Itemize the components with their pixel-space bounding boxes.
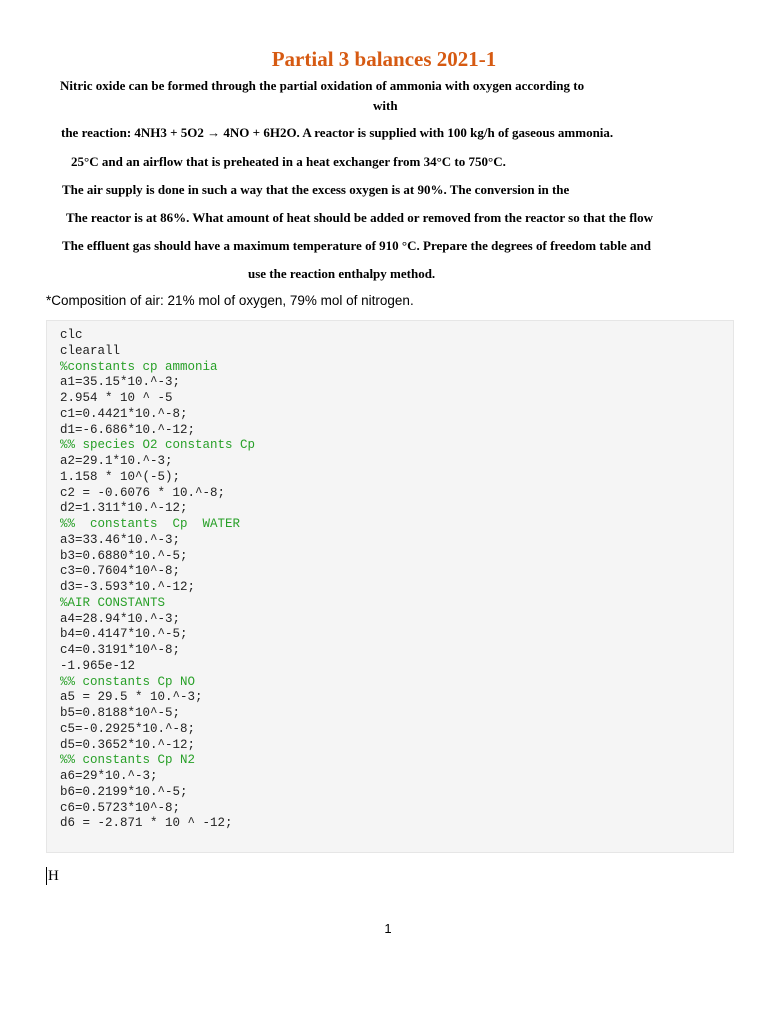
code-line: c3=0.7604*10^-8; xyxy=(60,564,181,579)
cursor-text: H xyxy=(48,868,59,884)
code-line: c2 = -0.6076 * 10.^-8; xyxy=(60,485,226,500)
code-line: a6=29*10.^-3; xyxy=(60,769,158,783)
code-line: b6=0.2199*10.^-5; xyxy=(60,784,188,799)
code-line: 2.954 * 10 ^ -5 xyxy=(60,391,173,405)
code-line: clc xyxy=(60,328,83,342)
code-line: d3=-3.593*10.^-12; xyxy=(60,580,196,594)
problem-text-line-7: The effluent gas should have a maximum temperature of 910 °C. Prepare the degrees of freedom table and xyxy=(62,238,651,253)
problem-text-line-6: The reactor is at 86%. What amount of heat should be added or removed from the reactor so that the flow xyxy=(66,210,654,225)
code-line: clearall xyxy=(60,343,121,358)
code-line: %% species O2 constants Cp xyxy=(60,438,256,453)
code-line: d1=-6.686*10.^-12; xyxy=(60,422,196,437)
problem-text-line-8: use the reaction enthalpy method. xyxy=(248,266,436,281)
code-line: a2=29.1*10.^-3; xyxy=(60,454,173,468)
problem-text-line-5: The air supply is done in such a way that the excess oxygen is at 90%. The conversion in the xyxy=(62,182,570,197)
code-line: b5=0.8188*10^-5; xyxy=(60,706,181,720)
code-line: %AIR CONSTANTS xyxy=(60,595,166,610)
text-caret xyxy=(46,867,47,885)
code-line: %% constants Cp WATER xyxy=(60,517,241,531)
problem-text-line-1: Nitric oxide can be formed through the partial oxidation of ammonia with oxygen according to xyxy=(60,78,585,93)
code-line: b3=0.6880*10.^-5; xyxy=(60,548,188,563)
document-title: Partial 3 balances 2021-1 xyxy=(271,47,497,71)
code-line: a3=33.46*10.^-3; xyxy=(60,532,181,547)
problem-text-line-3: the reaction: 4NH3 + 5O2 → 4NO + 6H2O. A reactor is supplied with 100 kg/h of gaseous ammonia. xyxy=(61,125,614,140)
code-line: a4=28.94*10.^-3; xyxy=(60,611,181,626)
problem-text-line-4: 25°C and an airflow that is preheated in a heat exchanger from 34°C to 750°C. xyxy=(71,154,506,169)
code-line: c6=0.5723*10^-8; xyxy=(60,800,181,815)
code-lines xyxy=(60,328,255,832)
code-line: -1.965e-12 xyxy=(60,658,136,673)
code-line: b4=0.4147*10.^-5; xyxy=(60,627,188,642)
code-line: %% constants Cp NO xyxy=(60,674,196,689)
code-block[interactable] xyxy=(46,320,734,853)
code-line: d2=1.311*10.^-12; xyxy=(60,501,188,516)
code-line: 1.158 * 10^(-5); xyxy=(60,469,181,484)
code-line: d6 = -2.871 * 10 ^ -12; xyxy=(60,816,233,831)
problem-text-line-2: with xyxy=(373,98,398,113)
code-line: a1=35.15*10.^-3; xyxy=(60,375,181,390)
air-composition-note: *Composition of air: 21% mol of oxygen, 79% mol of nitrogen. xyxy=(46,293,414,308)
code-line: c1=0.4421*10.^-8; xyxy=(60,406,188,421)
code-line: %constants cp ammonia xyxy=(60,359,218,374)
page-number: 1 xyxy=(384,921,392,936)
code-line: c5=-0.2925*10.^-8; xyxy=(60,721,196,736)
code-line: %% constants Cp N2 xyxy=(60,753,196,768)
code-line: d5=0.3652*10.^-12; xyxy=(60,737,196,752)
code-line: c4=0.3191*10^-8; xyxy=(60,643,181,657)
code-line: a5 = 29.5 * 10.^-3; xyxy=(60,690,203,705)
